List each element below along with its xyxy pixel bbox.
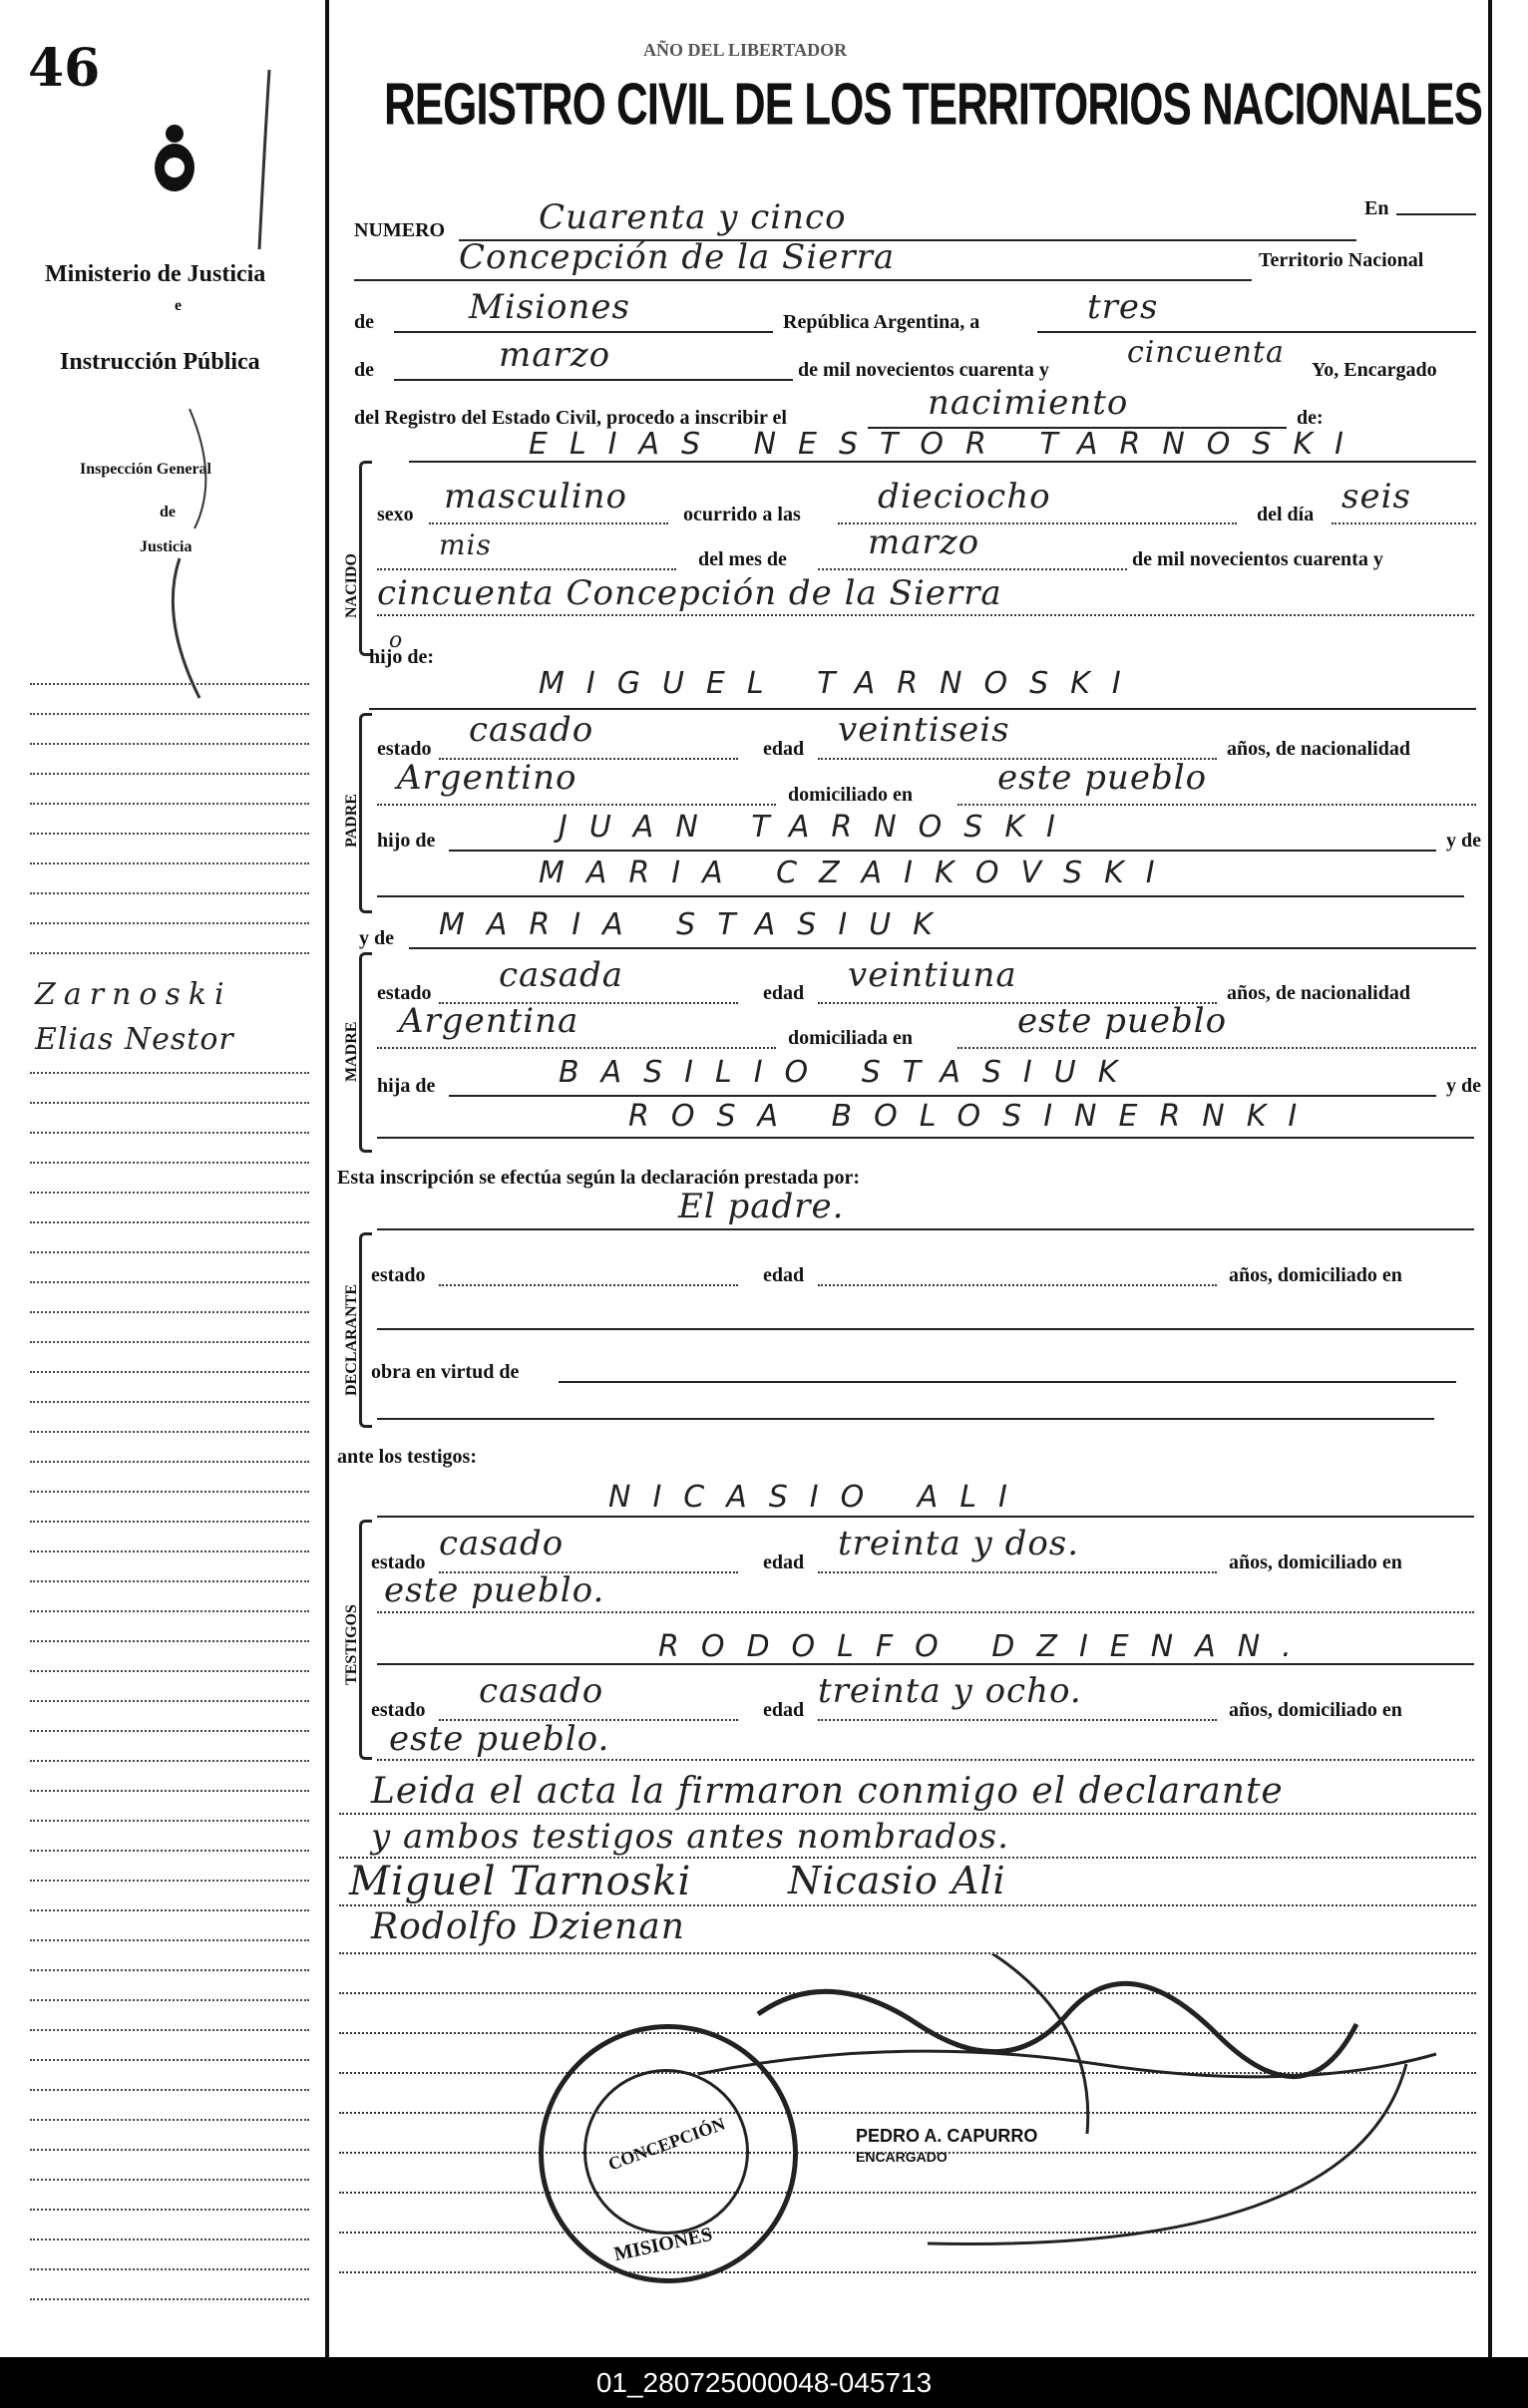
file-id-footer: 01_280725000048-045713 — [0, 2357, 1528, 2408]
label-numero: NUMERO — [354, 219, 446, 241]
label-testigos: TESTIGOS — [343, 1604, 360, 1685]
label-del-dia: del día — [1257, 504, 1315, 525]
label-t1-estado: estado — [371, 1551, 426, 1573]
label-madre-domicilio: domiciliada en — [788, 1027, 914, 1049]
margin-note-line1: Zarnoski — [35, 977, 232, 1012]
label-republica: República Argentina, a — [783, 311, 980, 333]
label-del-mes: del mes de — [698, 548, 787, 570]
hw-firma2: Nicasio Ali — [788, 1859, 1006, 1902]
encargado-name: PEDRO A. CAPURRO — [856, 2126, 1038, 2146]
hw-testigo1-edad: treinta y dos. — [838, 1524, 1080, 1563]
hw-padre-edad: veintiseis — [838, 710, 1010, 750]
label-de-mil-nov: de mil novecientos cuarenta y — [1132, 548, 1383, 570]
hw-dia-nac: seis — [1341, 477, 1411, 516]
hw-numero: Cuarenta y cinco — [539, 197, 847, 237]
hw-madre-madre: ROSA BOLOSINERNKI — [628, 1099, 1320, 1134]
label-de-mil: de mil novecientos cuarenta y — [798, 359, 1049, 381]
hw-lugar: Concepción de la Sierra — [459, 237, 896, 277]
inspection-line3: Justicia — [140, 538, 192, 555]
hw-cierre1: Leida el acta la firmaron conmigo el declarante — [371, 1771, 1284, 1812]
label-de-2: de — [354, 359, 374, 381]
hw-mes-nac: marzo — [868, 522, 980, 562]
hw-madre-nacionalidad: Argentina — [399, 1001, 579, 1041]
label-padre: PADRE — [343, 794, 360, 848]
hw-testigo2-nombre: RODOLFO DZIENAN. — [658, 1629, 1314, 1664]
label-nacido: NACIDO — [343, 553, 360, 618]
hw-dia-nac2: mis — [439, 528, 492, 561]
label-obra: obra en virtud de — [371, 1361, 520, 1383]
label-padre-domicilio: domiciliado en — [788, 784, 914, 806]
label-territorio: Territorio Nacional — [1259, 249, 1424, 271]
label-ocurrido: ocurrido a las — [683, 504, 801, 525]
label-decl-anos: años, domiciliado en — [1229, 1264, 1402, 1286]
seal-text: CONCEPCIÓN — [605, 2113, 728, 2175]
label-madre-estado: estado — [377, 982, 432, 1004]
label-padre-y-de: y de — [1446, 830, 1481, 852]
hw-testigo2-estado: casado — [479, 1671, 604, 1711]
hw-madre-edad: veintiuna — [848, 955, 1017, 995]
hw-padre-domicilio: este pueblo — [997, 758, 1208, 798]
label-ante-testigos: ante los testigos: — [337, 1446, 477, 1468]
label-padre-hijo-de: hijo de — [377, 830, 436, 852]
hw-nombre: ELIAS NESTOR TARNOSKI — [529, 427, 1365, 462]
label-madre-anos: años, de nacionalidad — [1227, 982, 1410, 1004]
label-t1-anos: años, domiciliado en — [1229, 1551, 1402, 1573]
label-padre-estado: estado — [377, 738, 432, 760]
label-t2-estado: estado — [371, 1699, 426, 1721]
hw-firma3: Rodolfo Dzienan — [371, 1906, 685, 1947]
hw-madre-domicilio: este pueblo — [1017, 1001, 1228, 1041]
seal-bottom: MISIONES — [611, 2223, 715, 2266]
label-y-de: y de — [359, 927, 394, 949]
label-madre-hija-de: hija de — [377, 1075, 436, 1097]
margin-divider — [325, 0, 329, 2357]
label-madre: MADRE — [343, 1021, 360, 1082]
hw-firma1: Miguel Tarnoski — [349, 1859, 692, 1904]
hw-declarante: El padre. — [678, 1187, 845, 1226]
encargado-title: ENCARGADO — [856, 2149, 948, 2165]
hw-hijo-sufijo: o — [389, 628, 404, 653]
hw-padre-padre: JUAN TARNOSKI — [559, 810, 1077, 845]
label-de-1: de — [354, 311, 374, 333]
label-declarante: DECLARANTE — [343, 1283, 360, 1396]
right-border — [1488, 0, 1492, 2357]
label-madre-y-de: y de — [1446, 1075, 1481, 1097]
ministry-line1: Ministerio de Justicia — [45, 261, 266, 287]
label-yo-encargado: Yo, Encargado — [1312, 359, 1437, 381]
label-decl-edad: edad — [763, 1264, 805, 1286]
hw-sexo: masculino — [444, 477, 628, 516]
label-t2-anos: años, domiciliado en — [1229, 1699, 1402, 1721]
label-sexo: sexo — [377, 504, 414, 525]
page-title: REGISTRO CIVIL DE LOS TERRITORIOS NACIONALES — [384, 72, 1482, 139]
hw-madre-padre: BASILIO STASIUK — [559, 1055, 1140, 1090]
hw-territorio: Misiones — [469, 287, 630, 327]
hw-acto: nacimiento — [928, 383, 1129, 423]
hw-padre-nacionalidad: Argentino — [397, 758, 577, 798]
year-stamp: AÑO DEL LIBERTADOR — [643, 40, 848, 60]
hw-madre-estado: casada — [499, 955, 624, 995]
hw-padre-estado: casado — [469, 710, 594, 750]
label-padre-anos: años, de nacionalidad — [1227, 738, 1410, 760]
label-decl-estado: estado — [371, 1264, 426, 1286]
hw-testigo1-nombre: NICASIO ALI — [608, 1480, 1029, 1515]
label-t1-edad: edad — [763, 1551, 805, 1573]
hw-padre-madre: MARIA CZAIKOVSKI — [539, 856, 1177, 890]
ministry-line3: Instrucción Pública — [60, 349, 260, 375]
label-madre-edad: edad — [763, 982, 805, 1004]
hw-testigo2-edad: treinta y ocho. — [818, 1671, 1082, 1711]
margin-stroke-icon — [100, 60, 319, 718]
label-hijo-de: hijo de: — [369, 646, 434, 668]
hw-padre-nombre: MIGUEL TARNOSKI — [539, 666, 1143, 701]
label-del-registro: del Registro del Estado Civil, procedo a inscribir el — [354, 407, 787, 429]
hw-anio: cincuenta — [1127, 335, 1285, 370]
label-inscripcion: Esta inscripción se efectúa según la declaración prestada por: — [337, 1167, 861, 1189]
hw-testigo1-estado: casado — [439, 1524, 565, 1563]
hw-hora: dieciocho — [878, 477, 1051, 516]
hw-testigo2-domicilio: este pueblo. — [389, 1719, 610, 1759]
label-padre-edad: edad — [763, 738, 805, 760]
inspection-line2: de — [160, 504, 176, 520]
hw-cierre2: y ambos testigos antes nombrados. — [371, 1817, 1009, 1857]
ministry-line2: e — [175, 297, 183, 314]
official-signature-icon — [598, 1954, 1476, 2283]
label-de-colon: de: — [1297, 407, 1324, 429]
hw-madre-nombre: MARIA STASIUK — [439, 907, 955, 942]
label-en: En — [1364, 197, 1389, 219]
label-t2-edad: edad — [763, 1699, 805, 1721]
hw-anio-lugar: cincuenta Concepción de la Sierra — [377, 573, 1002, 613]
hw-testigo1-domicilio: este pueblo. — [384, 1570, 605, 1610]
hw-mes: marzo — [499, 335, 611, 375]
margin-note-line2: Elias Nestor — [35, 1022, 234, 1057]
page-number: 46 — [28, 38, 101, 99]
inspection-line1: Inspección General — [80, 461, 211, 478]
hw-dia: tres — [1087, 287, 1159, 327]
